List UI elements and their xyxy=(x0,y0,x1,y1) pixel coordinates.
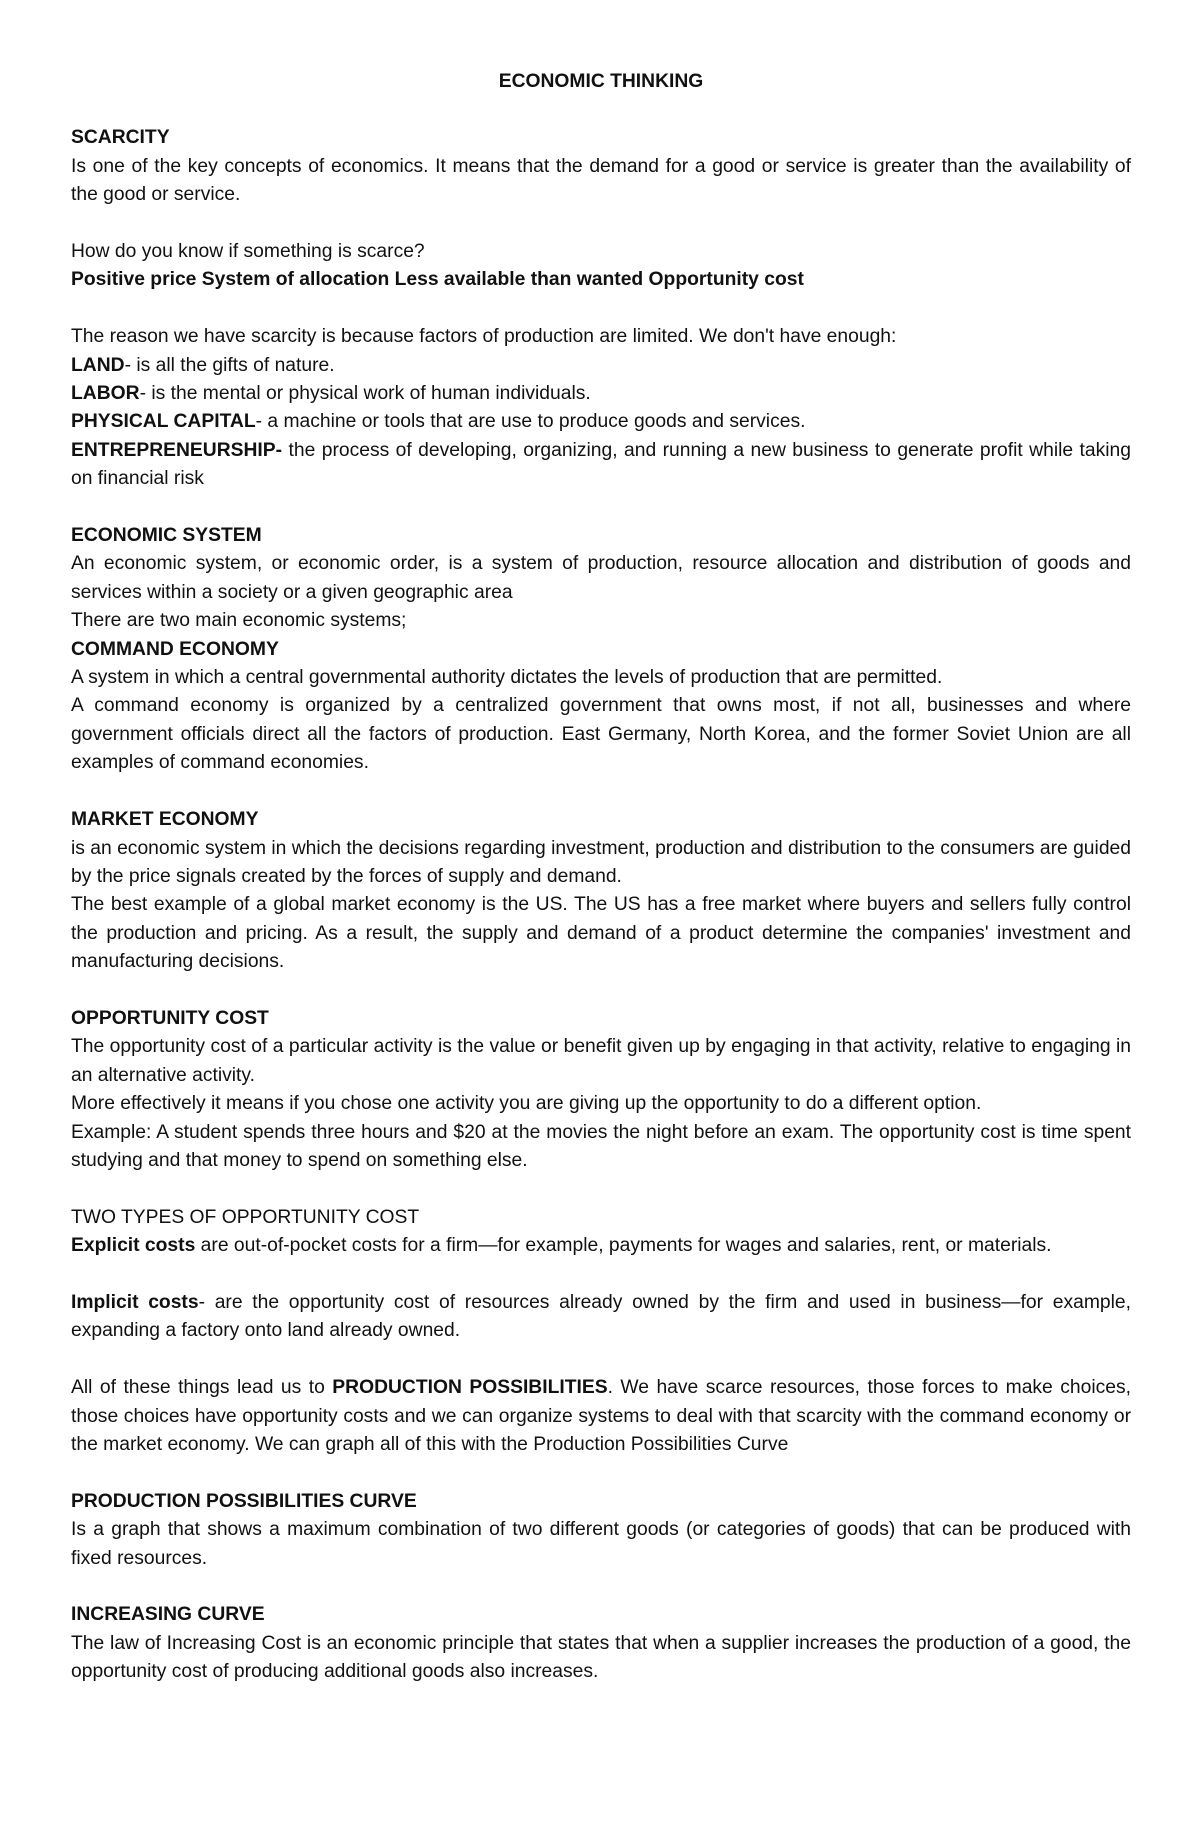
market-economy-paragraph-2: The best example of a global market economy is the US. The US has a free market where buyers and sellers fully control the production and pricing. As a result, the supply and demand of a product determine the companies' investment and manufacturing decisions. xyxy=(71,894,1131,973)
spacer xyxy=(71,1459,1131,1487)
market-economy-paragraph-1: is an economic system in which the decisions regarding investment, production and distribution to the consumers are guided by the price signals created by the forces of supply and demand. xyxy=(71,837,1131,887)
implicit-costs-text: - are the opportunity cost of resources already owned by the firm and used in business—for example, expanding a factory onto land already owned. xyxy=(71,1291,1131,1342)
factor-physical-capital xyxy=(71,408,1131,436)
opportunity-cost-paragraph-1: The opportunity cost of a particular activity is the value or benefit given up by engaging in that activity, relative to engaging in an alternative activity. xyxy=(71,1036,1131,1086)
spacer xyxy=(71,977,1131,1005)
spacer xyxy=(71,1175,1131,1203)
scarcity-definition: Is one of the key concepts of economics. It means that the demand for a good or service is greater than the availability of the good or service. xyxy=(71,155,1131,206)
factor-text: - is all the gifts of nature. xyxy=(124,354,335,376)
implicit-costs-paragraph xyxy=(71,1289,1131,1346)
economic-system-intro: There are two main economic systems; xyxy=(71,610,407,632)
scarcity-signs: Positive price System of allocation Less available than wanted Opportunity cost xyxy=(71,269,804,291)
explicit-costs-paragraph xyxy=(71,1232,1131,1260)
scarcity-reason: The reason we have scarcity is because factors of production are limited. We don't have enough: xyxy=(71,326,897,348)
ppc-text: Is a graph that shows a maximum combination of two different goods (or categories of goods) that can be produced with fixed resources. xyxy=(71,1519,1131,1569)
summary-before: All of these things lead us to xyxy=(71,1377,333,1399)
spacer xyxy=(71,1573,1131,1601)
factor-entrepreneurship xyxy=(71,437,1131,494)
spacer xyxy=(71,1261,1131,1289)
factor-term: PHYSICAL CAPITAL xyxy=(71,411,256,433)
command-economy-heading: COMMAND ECONOMY xyxy=(71,638,279,660)
increasing-curve-heading: INCREASING CURVE xyxy=(71,1604,265,1626)
factor-text: - a machine or tools that are use to produce goods and services. xyxy=(255,411,806,433)
factor-term: LABOR xyxy=(71,383,140,405)
spacer xyxy=(71,295,1131,323)
factor-term: LAND xyxy=(71,354,125,376)
economic-system-definition: An economic system, or economic order, is a system of production, resource allocation and distribution of goods and services within a society or a given geographic area xyxy=(71,553,1131,603)
factor-land xyxy=(71,352,1131,380)
market-economy-heading: MARKET ECONOMY xyxy=(71,809,259,831)
spacer xyxy=(71,494,1131,522)
factor-text: the process of developing, organizing, and running a new business to generate profit while taking on financial risk xyxy=(71,439,1131,490)
scarcity-heading: SCARCITY xyxy=(71,127,170,149)
increasing-curve-text: The law of Increasing Cost is an economic principle that states that when a supplier increases the production of a good, the opportunity cost of producing additional goods also increases. xyxy=(71,1632,1131,1683)
command-economy-paragraph-1: A system in which a central governmental authority dictates the levels of production that are permitted. xyxy=(71,667,943,689)
opportunity-cost-paragraph-2: More effectively it means if you chose one activity you are giving up the opportunity to do a different option. xyxy=(71,1093,982,1115)
summary-paragraph xyxy=(71,1374,1131,1459)
document-title: ECONOMIC THINKING xyxy=(498,71,704,92)
summary-term: PRODUCTION POSSIBILITIES xyxy=(332,1377,608,1399)
implicit-costs-term: Implicit costs xyxy=(71,1291,199,1313)
explicit-costs-text: are out-of-pocket costs for a firm—for example, payments for wages and salaries, rent, or materials. xyxy=(195,1235,1052,1257)
scarcity-question: How do you know if something is scarce? xyxy=(71,241,425,263)
economic-system-heading: ECONOMIC SYSTEM xyxy=(71,525,262,547)
command-economy-paragraph-2: A command economy is organized by a centralized government that owns most, if not all, businesses and where government officials direct all the factors of production. East Germany, North Korea, and the former Soviet Union are all examples of command economies. xyxy=(71,695,1131,774)
spacer xyxy=(71,778,1131,806)
factor-text: - is the mental or physical work of human individuals. xyxy=(139,383,591,405)
document-page xyxy=(71,68,1131,1687)
spacer xyxy=(71,1346,1131,1374)
factor-term: ENTREPRENEURSHIP- xyxy=(71,439,283,461)
ppc-heading: PRODUCTION POSSIBILITIES CURVE xyxy=(71,1490,417,1512)
summary-after: . We have scarce resources, those forces to make choices, those choices have opportunity costs and we can organize systems to deal with that scarcity with the command economy or the market economy. We can graph all of this with the Production Possibilities Curve xyxy=(71,1377,1131,1455)
opportunity-cost-example: Example: A student spends three hours and $20 at the movies the night before an exam. The opportunity cost is time spent studying and that money to spend on something else. xyxy=(71,1121,1131,1171)
spacer xyxy=(71,210,1131,238)
opportunity-cost-heading: OPPORTUNITY COST xyxy=(71,1007,269,1029)
types-heading: TWO TYPES OF OPPORTUNITY COST xyxy=(71,1206,420,1228)
explicit-costs-term: Explicit costs xyxy=(71,1235,196,1257)
factor-labor xyxy=(71,380,1131,408)
